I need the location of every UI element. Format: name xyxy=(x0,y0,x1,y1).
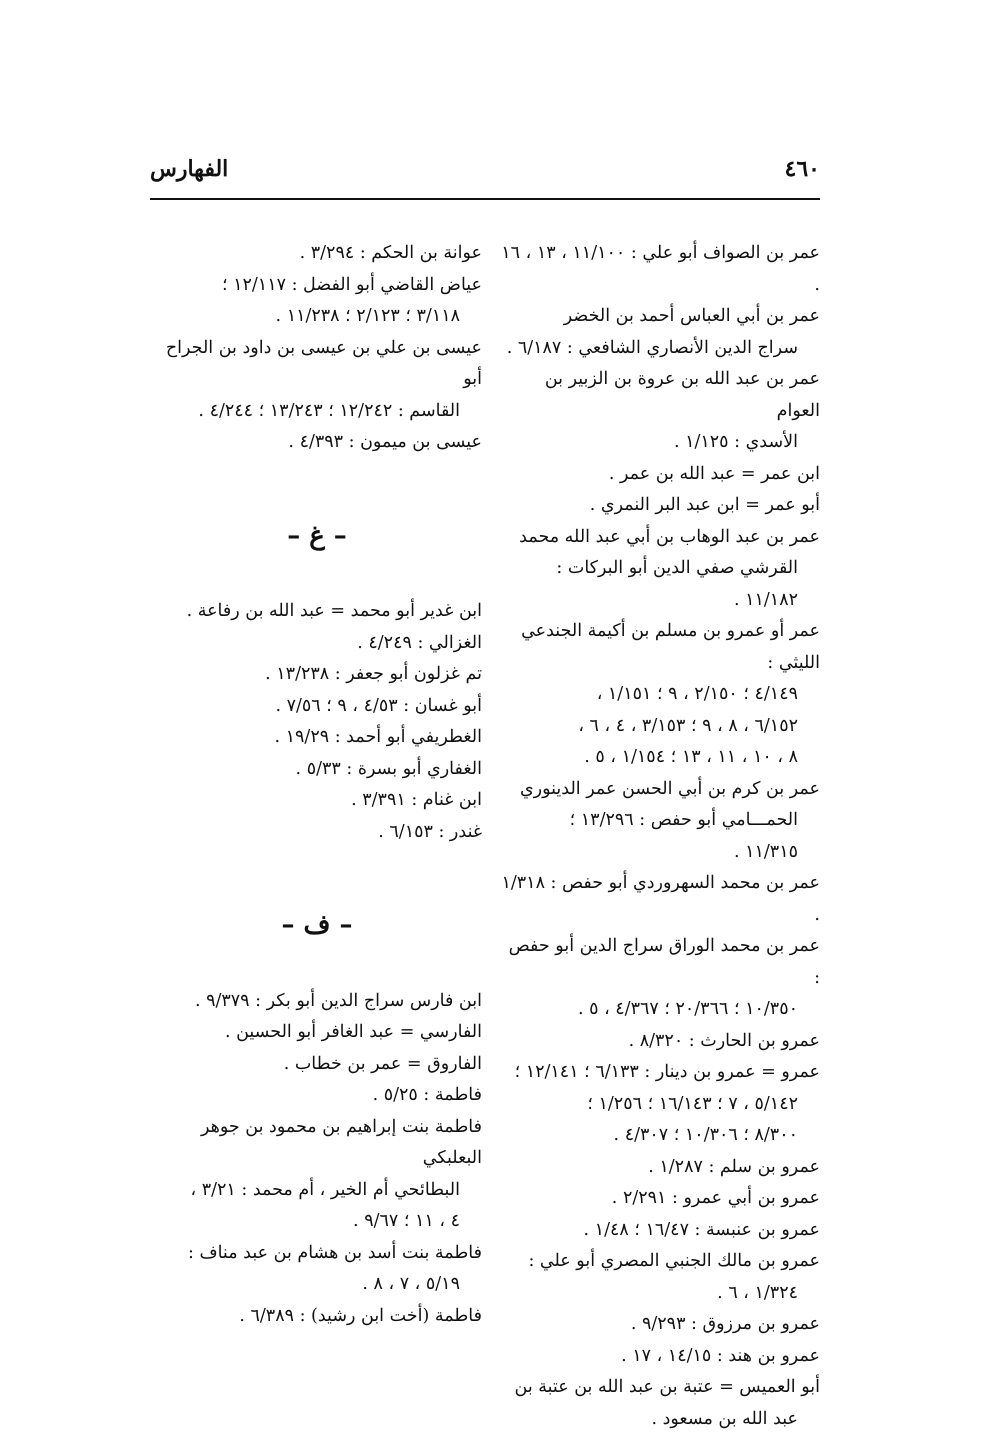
section-heading-ghain: – غ – xyxy=(152,521,482,553)
index-entry xyxy=(152,785,482,817)
entry-line: عمر بن أبي العباس أحمد بن الخضر xyxy=(500,301,820,333)
entry-continuation-line: القرشي صفي الدين أبو البركات : ١١/١٨٢ . xyxy=(500,553,820,616)
entry-continuation-line: القاسم : ١٢/٢٤٢ ؛ ١٣/٢٤٣ ؛ ٤/٢٤٤ . xyxy=(152,396,482,428)
entry-line: عمرو بن مالك الجنبي المصري أبو علي : xyxy=(500,1246,820,1278)
index-entry xyxy=(152,333,482,428)
entry-line: عمر بن عبد الله بن عروة بن الزبير بن العوام xyxy=(500,364,820,427)
entry-continuation-line: ١١/٣١٥ . xyxy=(500,837,820,869)
entry-continuation-line: البطائحي أم الخير ، أم محمد : ٣/٢١ ، xyxy=(152,1175,482,1207)
entry-line: الغطريفي أبو أحمد : ١٩/٢٩ . xyxy=(152,722,482,754)
index-entry xyxy=(152,238,482,270)
index-entry xyxy=(500,1372,820,1435)
entry-line: عياض القاضي أبو الفضل : ١٢/١١٧ ؛ xyxy=(152,270,482,302)
entry-line: عمرو بن عنبسة : ١٦/٤٧ ؛ ١/٤٨ . xyxy=(500,1215,820,1247)
page-title: الفهارس xyxy=(150,156,228,182)
entry-line: عمر بن محمد السهروردي أبو حفص : ١/٣١٨ . xyxy=(500,868,820,931)
entry-line: الغفاري أبو بسرة : ٥/٣٣ . xyxy=(152,754,482,786)
entry-line: عمرو = عمرو بن دينار : ٦/١٣٣ ؛ ١٢/١٤١ ؛ xyxy=(500,1057,820,1089)
entry-line: أبو العميس = عتبة بن عبد الله بن عتبة بن xyxy=(500,1372,820,1404)
index-entry xyxy=(500,238,820,301)
entry-line: عمرو بن مرزوق : ٩/٢٩٣ . xyxy=(500,1309,820,1341)
index-entry xyxy=(152,270,482,333)
index-entry xyxy=(152,986,482,1018)
section-heading-fa: – ف – xyxy=(152,910,482,942)
entries-fa xyxy=(152,986,482,1333)
index-entry xyxy=(500,1309,820,1341)
entries-ghain xyxy=(152,596,482,848)
entry-continuation-line: ٣/١١٨ ؛ ٢/١٢٣ ؛ ١١/٢٣٨ . xyxy=(152,301,482,333)
entry-line: عمر بن الصواف أبو علي : ١١/١٠٠ ، ١٣ ، ١٦ . xyxy=(500,238,820,301)
entry-line: تم غزلون أبو جعفر : ١٣/٢٣٨ . xyxy=(152,659,482,691)
entries-ain xyxy=(152,238,482,459)
index-entry xyxy=(152,1238,482,1301)
index-entry xyxy=(500,1152,820,1184)
entry-continuation-line: الأسدي : ١/١٢٥ . xyxy=(500,427,820,459)
entry-continuation-line: سراج الدين الأنصاري الشافعي : ٦/١٨٧ . xyxy=(500,333,820,365)
entry-line: أبو عمر = ابن عبد البر النمري . xyxy=(500,490,820,522)
entry-line: ابن غنام : ٣/٣٩١ . xyxy=(152,785,482,817)
index-entry xyxy=(152,427,482,459)
entry-line: عمرو بن سلم : ١/٢٨٧ . xyxy=(500,1152,820,1184)
entry-continuation-line: ٨/٣٠٠ ؛ ١٠/٣٠٦ ؛ ٤/٣٠٧ . xyxy=(500,1120,820,1152)
index-entry xyxy=(500,522,820,617)
entry-line: عوانة بن الحكم : ٣/٢٩٤ . xyxy=(152,238,482,270)
entry-line: عمر بن محمد الوراق سراج الدين أبو حفص : xyxy=(500,931,820,994)
index-entry xyxy=(500,1057,820,1152)
index-entry xyxy=(152,1017,482,1049)
index-entry xyxy=(152,659,482,691)
entry-line: غندر : ٦/١٥٣ . xyxy=(152,817,482,849)
entry-line: الفاروق = عمر بن خطاب . xyxy=(152,1049,482,1081)
entry-continuation-line: عبد الله بن مسعود . xyxy=(500,1404,820,1435)
index-entry xyxy=(500,868,820,931)
entry-continuation-line: ٤/١٤٩ ؛ ٢/١٥٠ ، ٩ ؛ ١/١٥١ ، xyxy=(500,679,820,711)
entry-continuation-line: ٦/١٥٢ ، ٨ ، ٩ ؛ ٣/١٥٣ ، ٤ ، ٦ ، xyxy=(500,711,820,743)
entry-line: عمر بن كرم بن أبي الحسن عمر الدينوري xyxy=(500,774,820,806)
index-entry xyxy=(500,616,820,774)
entry-line: عمر بن عبد الوهاب بن أبي عبد الله محمد xyxy=(500,522,820,554)
entry-line: الغزالي : ٤/٢٤٩ . xyxy=(152,628,482,660)
entry-continuation-line: ١٠/٣٥٠ ؛ ٢٠/٣٦٦ ؛ ٤/٣٦٧ ، ٥ . xyxy=(500,994,820,1026)
entry-line: عيسى بن علي بن عيسى بن داود بن الجراح أبو xyxy=(152,333,482,396)
index-column-right xyxy=(500,238,820,1435)
entry-line: فاطمة بنت إبراهيم بن محمود بن جوهر البعلبكي xyxy=(152,1112,482,1175)
index-entry xyxy=(500,1341,820,1373)
page-number: ٤٦٠ xyxy=(785,156,820,182)
index-entry xyxy=(500,1183,820,1215)
page-header xyxy=(150,150,820,200)
entry-line: فاطمة بنت أسد بن هشام بن عبد مناف : xyxy=(152,1238,482,1270)
entry-line: عمرو بن الحارث : ٨/٣٢٠ . xyxy=(500,1026,820,1058)
entry-line: ابن عمر = عبد الله بن عمر . xyxy=(500,459,820,491)
index-entry xyxy=(152,691,482,723)
entry-line: عمر أو عمرو بن مسلم بن أكيمة الجندعي الليثي : xyxy=(500,616,820,679)
index-entry xyxy=(500,931,820,1026)
entry-line: عمرو بن أبي عمرو : ٢/٢٩١ . xyxy=(500,1183,820,1215)
entry-line: عمرو بن هند : ١٤/١٥ ، ١٧ . xyxy=(500,1341,820,1373)
entry-line: فاطمة (أخت ابن رشيد) : ٦/٣٨٩ . xyxy=(152,1301,482,1333)
entry-line: ابن فارس سراج الدين أبو بكر : ٩/٣٧٩ . xyxy=(152,986,482,1018)
index-entry xyxy=(500,1026,820,1058)
index-entry xyxy=(500,459,820,491)
index-entry xyxy=(152,1112,482,1238)
entry-line: فاطمة : ٥/٢٥ . xyxy=(152,1080,482,1112)
index-entry xyxy=(152,1049,482,1081)
index-entry xyxy=(500,1246,820,1309)
entry-continuation-line: ٥/١٩ ، ٧ ، ٨ . xyxy=(152,1269,482,1301)
index-entry xyxy=(152,817,482,849)
entry-line: الفارسي = عبد الغافر أبو الحسين . xyxy=(152,1017,482,1049)
entry-line: عيسى بن ميمون : ٤/٣٩٣ . xyxy=(152,427,482,459)
index-entry xyxy=(500,364,820,459)
entry-continuation-line: ٨ ، ١٠ ، ١١ ، ١٣ ؛ ١/١٥٤ ، ٥ . xyxy=(500,742,820,774)
index-entry xyxy=(500,1215,820,1247)
entry-continuation-line: ١/٣٢٤ ، ٦ . xyxy=(500,1278,820,1310)
index-entry xyxy=(152,628,482,660)
index-entry xyxy=(500,774,820,869)
entry-continuation-line: الحمـــامي أبو حفص : ١٣/٢٩٦ ؛ xyxy=(500,805,820,837)
index-column-left xyxy=(152,238,482,1332)
entry-continuation-line: ٤ ، ١١ ؛ ٩/٦٧ . xyxy=(152,1206,482,1238)
entry-line: أبو غسان : ٤/٥٣ ، ٩ ؛ ٧/٥٦ . xyxy=(152,691,482,723)
entry-continuation-line: ٥/١٤٢ ، ٧ ؛ ١٦/١٤٣ ؛ ١/٢٥٦ ؛ xyxy=(500,1089,820,1121)
entry-line: ابن غدير أبو محمد = عبد الله بن رفاعة . xyxy=(152,596,482,628)
index-entry xyxy=(500,490,820,522)
index-entry xyxy=(152,754,482,786)
index-entry xyxy=(152,1301,482,1333)
index-entry xyxy=(152,722,482,754)
index-entry xyxy=(500,301,820,364)
index-entry xyxy=(152,596,482,628)
index-entry xyxy=(152,1080,482,1112)
